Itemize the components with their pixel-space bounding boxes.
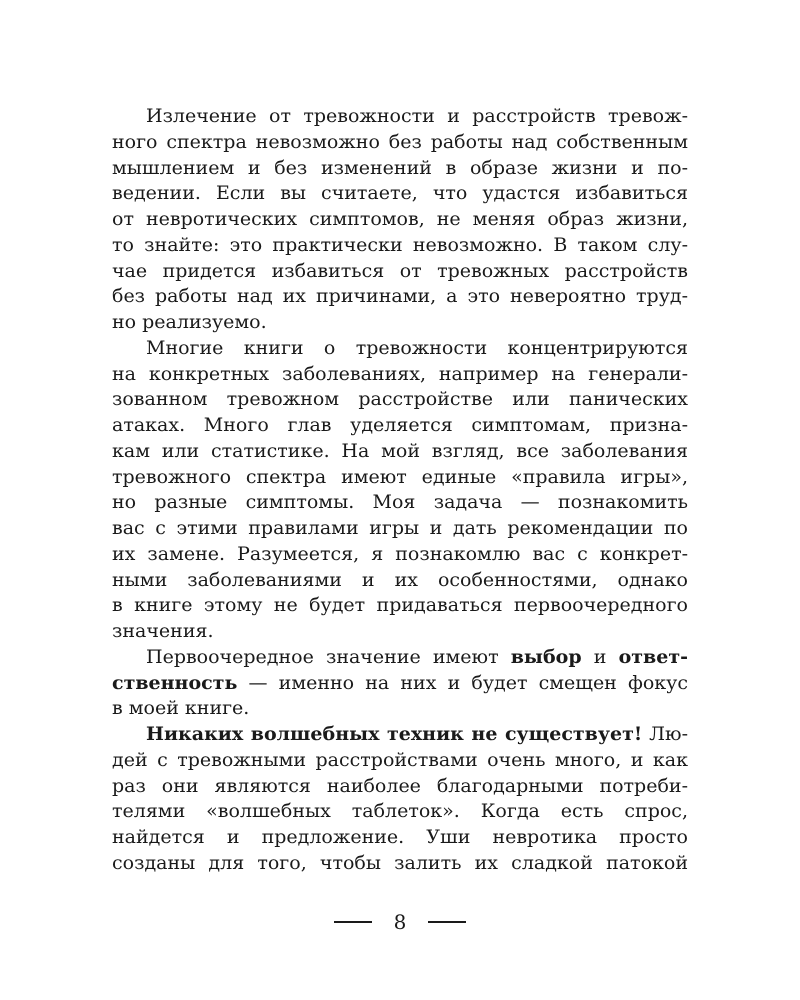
text-line — [112, 104, 688, 130]
text-line — [112, 825, 688, 851]
text-run: Излечение от тревожности и расстройств тревож- — [146, 105, 688, 127]
text-run: мышлением и без изменений в образе жизни и по- — [112, 156, 688, 179]
text-line — [112, 284, 688, 310]
footer-rule-right — [428, 921, 466, 924]
text-line — [112, 310, 688, 336]
text-line — [112, 619, 688, 645]
bold-text: ответ- — [618, 645, 688, 668]
text-line — [112, 413, 688, 439]
text-line — [112, 156, 688, 182]
text-line — [112, 181, 688, 207]
text-line — [112, 336, 688, 362]
bold-text: выбор — [510, 645, 582, 668]
text-line — [112, 439, 688, 465]
text-line — [112, 671, 688, 697]
text-run: ного спектра невозможно без работы над собственным — [112, 130, 688, 153]
text-run: созданы для того, чтобы залить их сладкой патокой — [112, 851, 688, 874]
text-run: кам или статистике. На мой взгляд, все заболевания — [112, 439, 688, 462]
text-run: в книге этому не будет придаваться первоочередного — [112, 594, 688, 617]
footer-rule-left — [334, 921, 372, 924]
text-run: тревожного спектра имеют единые «правила игры», — [112, 465, 688, 488]
text-run: дей с тревожными расстройствами очень много, и как — [112, 748, 688, 771]
text-line — [112, 774, 688, 800]
text-line — [112, 568, 688, 594]
text-run: — именно на них и будет смещен фокус — [237, 671, 688, 694]
text-line — [112, 593, 688, 619]
text-line — [112, 465, 688, 491]
text-run: но разные симптомы. Моя задача — познакомить — [112, 491, 688, 514]
text-run: но реализуемо. — [112, 311, 267, 333]
text-line — [112, 696, 688, 722]
page-footer — [0, 907, 800, 937]
text-run: атаках. Много глав уделяется симптомам, призна- — [112, 414, 688, 436]
text-line — [112, 207, 688, 233]
page-number: 8 — [393, 910, 407, 934]
text-run: найдется и предложение. Уши невротика просто — [112, 826, 688, 848]
text-run: вас с этими правилами игры и дать рекомендации по — [112, 517, 688, 539]
text-line — [112, 259, 688, 285]
paragraph — [112, 645, 688, 722]
text-run: от невротических симптомов, не меняя образ жизни, — [112, 208, 688, 230]
text-run: в моей книге. — [112, 697, 250, 720]
paragraph — [112, 104, 688, 336]
text-run: ными заболеваниями и их особенностями, однако — [112, 568, 688, 591]
text-run: Лю- — [642, 723, 688, 745]
paragraph — [112, 722, 688, 877]
text-line — [112, 748, 688, 774]
text-run: без работы над их причинами, а это невероятно труд- — [112, 285, 688, 308]
text-run: ведении. Если вы считаете, что удастся избавиться — [112, 182, 688, 205]
text-line — [112, 542, 688, 568]
text-run: и — [581, 645, 619, 668]
text-run: на конкретных заболеваниях, например на генерали- — [112, 362, 688, 385]
text-run: раз они являются наиболее благодарными потреби- — [112, 774, 688, 797]
text-line — [112, 362, 688, 388]
text-line — [112, 387, 688, 413]
text-run: Первоочередное значение имеют — [146, 645, 511, 668]
text-line — [112, 233, 688, 259]
text-line — [112, 490, 688, 516]
text-run: Многие книги о тревожности концентрируются — [146, 336, 688, 359]
text-line — [112, 722, 688, 748]
text-run: значения. — [112, 620, 214, 642]
text-run: телями «волшебных таблеток». Когда есть спрос, — [112, 800, 688, 823]
text-line — [112, 130, 688, 156]
text-run: зованном тревожном расстройстве или панических — [112, 388, 688, 411]
bold-text: Никаких волшебных техник не существует! — [146, 723, 643, 745]
bold-text: ственность — [112, 671, 238, 694]
text-run: их замене. Разумеется, я познакомлю вас с конкрет- — [112, 542, 688, 565]
text-line — [112, 851, 688, 877]
text-run: то знайте: это практически невозможно. В таком слу- — [112, 233, 688, 256]
text-run: чае придется избавиться от тревожных расстройств — [112, 259, 688, 282]
text-line — [112, 645, 688, 671]
paragraph — [112, 336, 688, 645]
text-line — [112, 799, 688, 825]
text-line — [112, 516, 688, 542]
page-body — [112, 104, 688, 877]
